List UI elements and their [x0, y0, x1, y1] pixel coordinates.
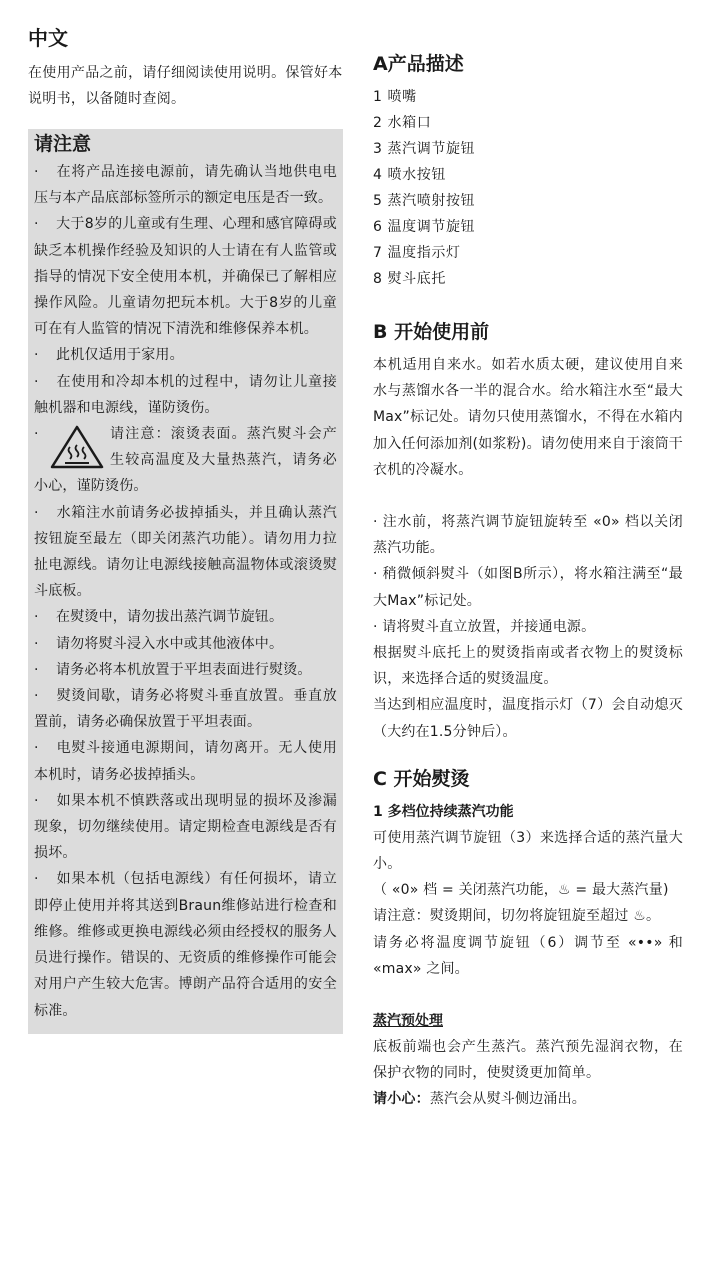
list-item: 5 蒸汽喷射按钮 — [373, 193, 476, 209]
caution-list — [34, 159, 337, 1024]
language-title: 中文 — [28, 26, 68, 50]
bullet: · — [34, 661, 39, 678]
bullet: · — [34, 688, 39, 705]
bullet: · — [34, 871, 39, 888]
section-c-paragraph: 底板前端也会产生蒸汽。蒸汽预先湿润衣物，在保护衣物的同时，使熨烫更加简单。 — [373, 1039, 683, 1082]
section-b-step: · 稍微倾斜熨斗（如图B所示），将水箱注满至“最大Max”标记处。 — [373, 566, 683, 609]
bullet: · — [34, 426, 39, 443]
intro-paragraph: 在使用产品之前，请仔细阅读使用说明。保管好本说明书，以备随时查阅。 — [28, 65, 343, 107]
caution-item: · 在熨烫中，请勿拔出蒸汽调节旋钮。 — [34, 604, 337, 630]
caution-item: · 如果本机（包括电源线）有任何损坏，请立即停止使用并将其送到Braun维修站进行检查和维修。维修或更换电源线必须由经授权的服务人员进行操作。错误的、无资质的维修操作可能会对用户产生较大危害。博朗产品符合适用的安全标准。 — [34, 866, 337, 1023]
section-b-step: · 请将熨斗直立放置，并接通电源。 — [373, 618, 596, 635]
bullet: · — [34, 373, 39, 390]
list-item: 6 温度调节旋钮 — [373, 219, 476, 235]
bullet: · — [34, 164, 39, 180]
caution-item: · 熨烫间歇，请务必将熨斗垂直放置。垂直放置前，请务必确保放置于平坦表面。 — [34, 683, 337, 735]
section-b-paragraph: 本机适用自来水。如若水质太硬，建议使用自来水与蒸馏水各一半的混合水。给水箱注水至“最大Max”标记处。请勿只使用蒸馏水，不得在水箱内加入任何添加剂(如浆粉)。请勿使用来自于滚筒干衣机的冷凝水。 — [373, 357, 683, 478]
caution-item-hot-surface: · 请注意：滚烫表面。蒸汽熨斗会产生较高温度及大量热蒸汽，请务必小心，谨防烫伤。 — [34, 421, 337, 500]
caution-item: · 如果本机不慎跌落或出现明显的损坏及渗漏现象，切勿继续使用。请定期检查电源线是否有损坏。 — [34, 788, 337, 867]
caution-item: · 在将产品连接电源前，请先确认当地供电电压与本产品底部标签所示的额定电压是否一致。 — [34, 159, 337, 211]
section-c-subtitle: 1 多档位持续蒸汽功能 — [373, 803, 514, 820]
list-item: 1 喷嘴 — [373, 89, 417, 105]
hot-surface-warning-icon — [50, 425, 104, 469]
caution-title: 请注意 — [34, 133, 92, 155]
caution-item: · 电熨斗接通电源期间，请勿离开。无人使用本机时，请务必拔掉插头。 — [34, 735, 337, 787]
section-c-paragraph: 请注意：熨烫期间，切勿将旋钮旋至超过 ♨。 — [373, 908, 661, 925]
bullet: · — [34, 609, 39, 626]
steam-pretreat-subtitle: 蒸汽预处理 — [373, 1013, 443, 1030]
list-item: 3 蒸汽调节旋钮 — [373, 141, 476, 157]
caution-item: · 大于8岁的儿童或有生理、心理和感官障碍或缺乏本机操作经验及知识的人士请在有人监管或指导的情况下安全使用本机，并确保已了解相应操作风险。儿童请勿把玩本机。大于8岁的儿童可在有人监管的情况下清洗和维修保养本机。 — [34, 211, 337, 342]
right-column — [373, 50, 683, 1113]
bullet: · — [34, 347, 39, 364]
left-column — [28, 24, 343, 1034]
section-c-paragraph: （ «0» 档 = 关闭蒸汽功能，♨ = 最大蒸汽量) — [373, 882, 669, 899]
bullet: · — [34, 635, 39, 652]
bullet: · — [34, 740, 39, 757]
section-b-paragraph: 当达到相应温度时，温度指示灯（7）会自动熄灭（大约在1.5分钟后）。 — [373, 697, 683, 740]
caution-item: · 在使用和冷却本机的过程中，请勿让儿童接触机器和电源线，谨防烫伤。 — [34, 369, 337, 421]
section-c-title: C 开始熨烫 — [373, 767, 470, 790]
caution-note-text: 蒸汽会从熨斗侧边涌出。 — [429, 1091, 587, 1108]
caution-item: · 此机仅适用于家用。 — [34, 342, 337, 368]
list-item: 4 喷水按钮 — [373, 167, 446, 183]
section-a-title: A产品描述 — [373, 53, 464, 75]
bullet: · — [34, 216, 39, 233]
section-c-paragraph: 请务必将温度调节旋钮（6）调节至 «••» 和 «max» 之间。 — [373, 934, 683, 977]
list-item: 2 水箱口 — [373, 115, 432, 131]
caution-item: · 请务必将本机放置于平坦表面进行熨烫。 — [34, 657, 337, 683]
caution-item: · 请勿将熨斗浸入水中或其他液体中。 — [34, 631, 337, 657]
caution-item: · 水箱注水前请务必拔掉插头，并且确认蒸汽按钮旋至最左（即关闭蒸汽功能）。请勿用力拉扯电源线。请勿让电源线接触高温物体或滚烫熨斗底板。 — [34, 500, 337, 605]
section-b-step: · 注水前，将蒸汽调节旋钮旋转至 «0» 档以关闭蒸汽功能。 — [373, 514, 683, 557]
bullet: · — [34, 504, 39, 521]
section-b-title: B 开始使用前 — [373, 321, 490, 343]
section-b-paragraph: 根据熨斗底托上的熨烫指南或者衣物上的熨烫标识，来选择合适的熨烫温度。 — [373, 645, 683, 688]
caution-box — [28, 129, 343, 1034]
caution-note-label: 请小心： — [373, 1091, 430, 1108]
list-item: 7 温度指示灯 — [373, 245, 461, 261]
section-c-paragraph: 可使用蒸汽调节旋钮（3）来选择合适的蒸汽量大小。 — [373, 829, 683, 873]
bullet: · — [34, 792, 39, 809]
parts-list — [373, 84, 683, 292]
list-item: 8 熨斗底托 — [373, 271, 446, 287]
caution-note — [373, 1086, 683, 1112]
